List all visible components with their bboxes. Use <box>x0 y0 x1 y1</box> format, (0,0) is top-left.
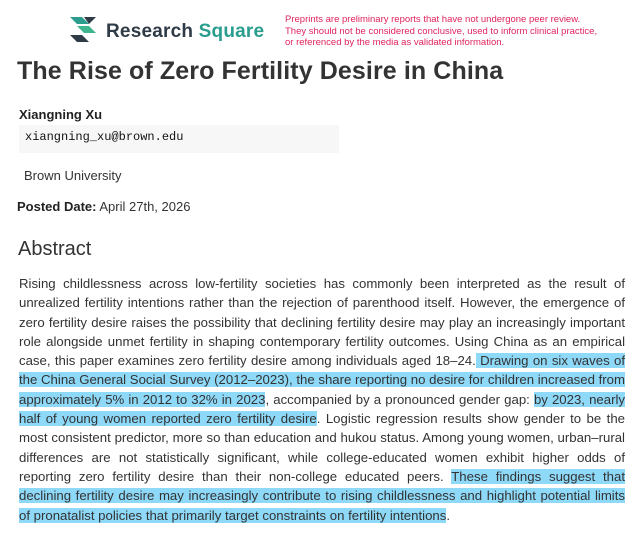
posted-date-value: April 27th, 2026 <box>99 199 191 214</box>
abstract-segment: . Logistic regression results show gender to be the most consistent predictor, more so than education and hukou status. Among young women, urban–rural differences are not statistically significant, while college-educated women exhibit higher odds of reporting zero fertility desire than their non-college educated peers. <box>19 411 625 484</box>
author-affiliation: Brown University <box>24 168 122 183</box>
header <box>0 0 636 50</box>
abstract-heading: Abstract <box>18 238 92 260</box>
highlighted-passage: These findings suggest that declining fertility desire may increasingly contribute to rising childlessness and highlight potential limits of pronatalist policies that primarily target constraints on fertility intentions <box>19 468 625 523</box>
abstract-segment: . <box>446 507 450 523</box>
abstract-segment: Rising childlessness across low-fertility societies has commonly been interpreted as the result of unrealized fertility intentions rather than the rejection of parenthood itself. However, the emergence of zero fertility desire raises the possibility that declining fertility desire may play an increasingly important role alongside unmet fertility in shaping contemporary fertility outcomes. Using China as an empirical case, this paper examines zero fertility desire among individuals aged 18–24. <box>19 276 625 369</box>
highlighted-passage: by 2023, nearly half of young women reported zero fertility desire <box>19 391 625 427</box>
email-box <box>19 125 339 153</box>
author-name[interactable]: Xiangning Xu <box>19 107 103 122</box>
notice-line: They should not be considered conclusive, used to inform clinical practice, <box>285 25 598 37</box>
abstract-segment: , accompanied by a pronounced gender gap: <box>265 391 534 407</box>
research-square-logo-icon <box>68 14 98 49</box>
abstract-body <box>19 274 625 525</box>
paper-title: The Rise of Zero Fertility Desire in China <box>17 57 504 85</box>
preprint-notice <box>285 14 605 49</box>
research-square-logo[interactable] <box>68 14 264 49</box>
logo-text: Research Square <box>106 20 265 42</box>
posted-date-label: Posted Date: <box>17 199 97 214</box>
posted-date <box>17 199 190 214</box>
author-email[interactable]: xiangning_xu@brown.edu <box>25 130 184 144</box>
notice-line: or referenced by the media as validated information. <box>285 37 505 48</box>
notice-line: Preprints are preliminary reports that have not undergone peer review. <box>285 14 581 25</box>
highlighted-passage: Drawing on six waves of the China General Social Survey (2012–2023), the share reporting no desire for children increased from approximately 5% in 2012 to 32% in 2023 <box>19 353 625 407</box>
